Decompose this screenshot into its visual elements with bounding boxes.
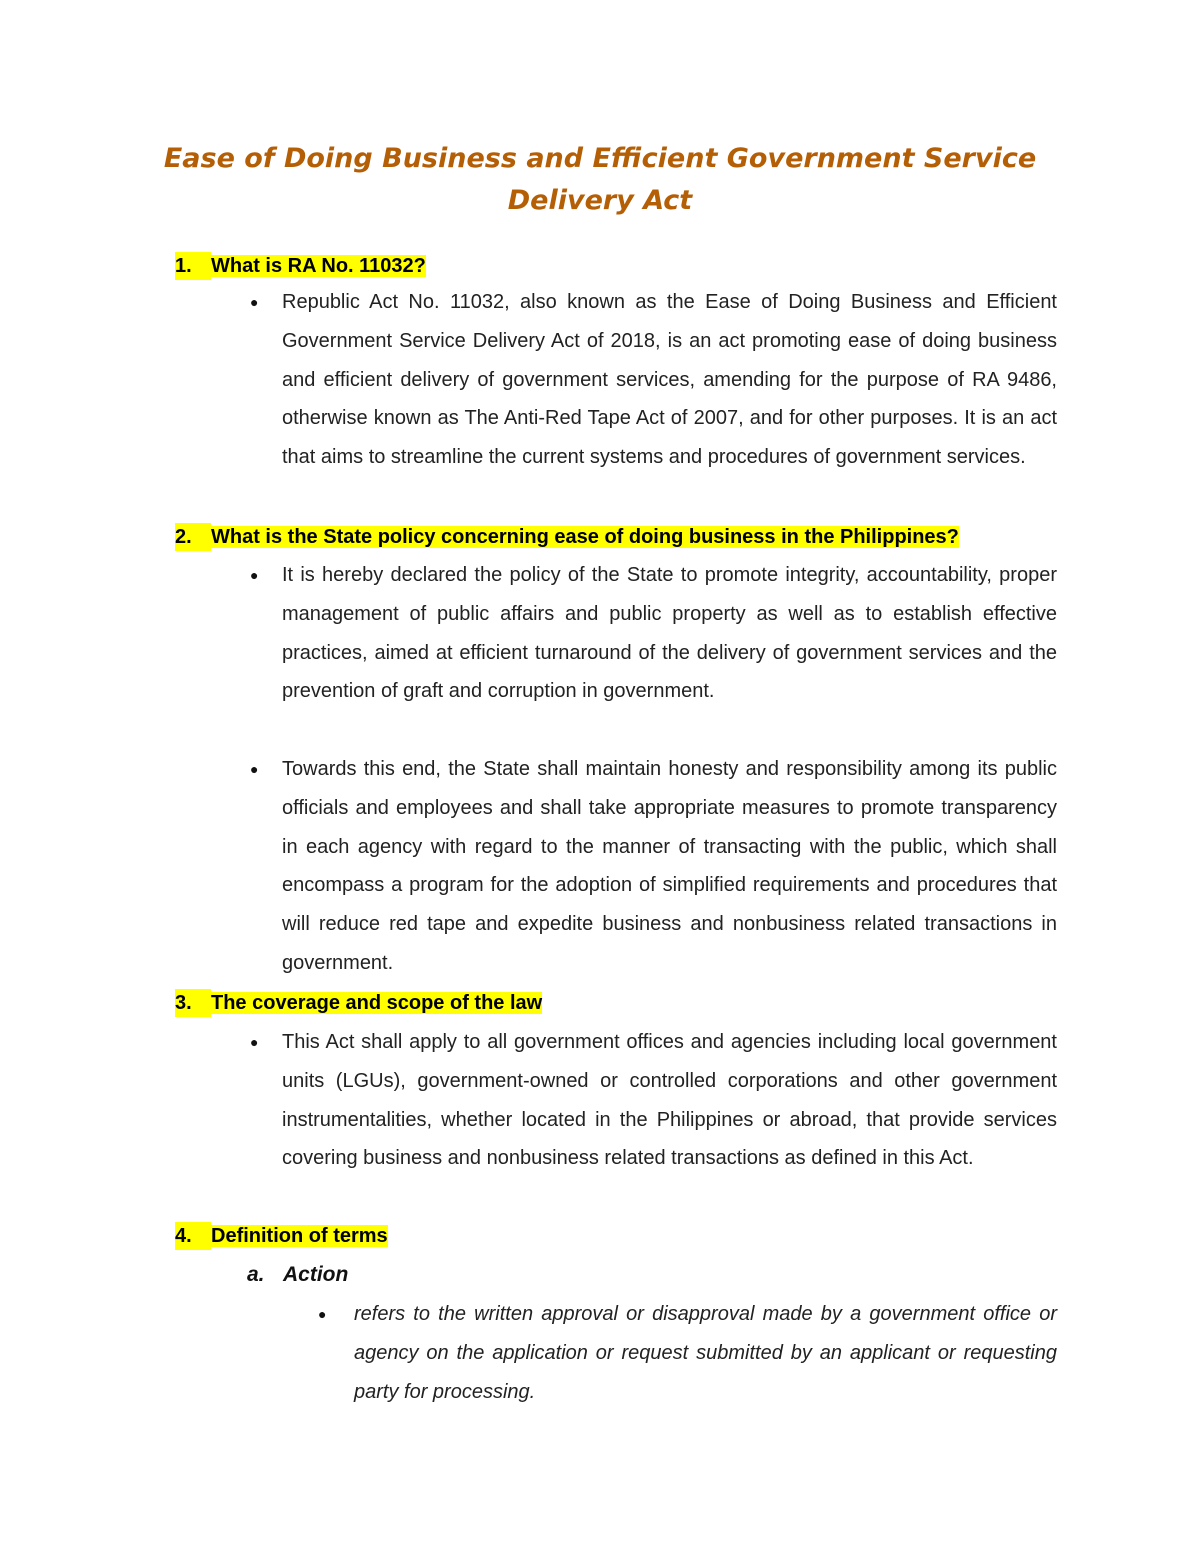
- section-2-bullet-2: Towards this end, the State shall maintain honesty and responsibility among its public officials and employees and shall take appropriate measures to promote transparency in each agency with regard to the manner of transacting with the public, which shall encompass a program for the adoption of simplified requirements and procedures that will reduce red tape and expedite business and nonbusiness related transactions in government.: [282, 758, 1057, 974]
- section-heading-text: The coverage and scope of the law: [211, 992, 543, 1014]
- section-heading-2: [175, 523, 959, 551]
- section-3-bullet-1: This Act shall apply to all government offices and agencies including local government units (LGUs), government-owned or controlled corporations and other government instrumentalities, whether located in the Philippines or abroad, that provide services covering business and nonbusiness related transactions as defined in this Act.: [282, 1031, 1057, 1170]
- bullet-icon: ●: [250, 761, 259, 777]
- definition-term: Action: [283, 1263, 349, 1286]
- section-1-bullet-1: Republic Act No. 11032, also known as the Ease of Doing Business and Efficient Government Service Delivery Act of 2018, is an act promoting ease of doing business and efficient delivery of government services, amending for the purpose of RA 9486, otherwise known as The Anti-Red Tape Act of 2007, and for other purposes. It is an act that aims to streamline the current systems and procedures of government services.: [282, 291, 1057, 469]
- section-heading-text: What is RA No. 11032?: [211, 255, 426, 277]
- bullet-icon: ●: [318, 1306, 327, 1322]
- section-heading-3: [175, 989, 542, 1017]
- section-number: 4.: [175, 1222, 211, 1250]
- subitem-letter: a.: [247, 1263, 265, 1286]
- bullet-icon: ●: [250, 567, 259, 583]
- bullet-icon: ●: [250, 1034, 259, 1050]
- section-heading-text: Definition of terms: [211, 1225, 388, 1247]
- document-title: Ease of Doing Business and Efficient Government Service Delivery Act: [163, 143, 1037, 216]
- section-heading-1: [175, 252, 426, 280]
- section-heading-4: [175, 1222, 388, 1250]
- definition-text: refers to the written approval or disapproval made by a government office or agency on the application or request submitted by an applicant or requesting party for processing.: [354, 1303, 1057, 1403]
- section-number: 1.: [175, 252, 211, 280]
- section-number: 2.: [175, 523, 211, 551]
- section-2-bullet-1: It is hereby declared the policy of the State to promote integrity, accountability, proper management of public affairs and public property as well as to establish effective practices, aimed at efficient turnaround of the delivery of government services and the prevention of graft and corruption in government.: [282, 564, 1057, 703]
- bullet-icon: ●: [250, 294, 259, 310]
- section-heading-text: What is the State policy concerning ease of doing business in the Philippines?: [211, 526, 959, 548]
- section-number: 3.: [175, 989, 211, 1017]
- definition-subitem-a: [247, 1256, 348, 1294]
